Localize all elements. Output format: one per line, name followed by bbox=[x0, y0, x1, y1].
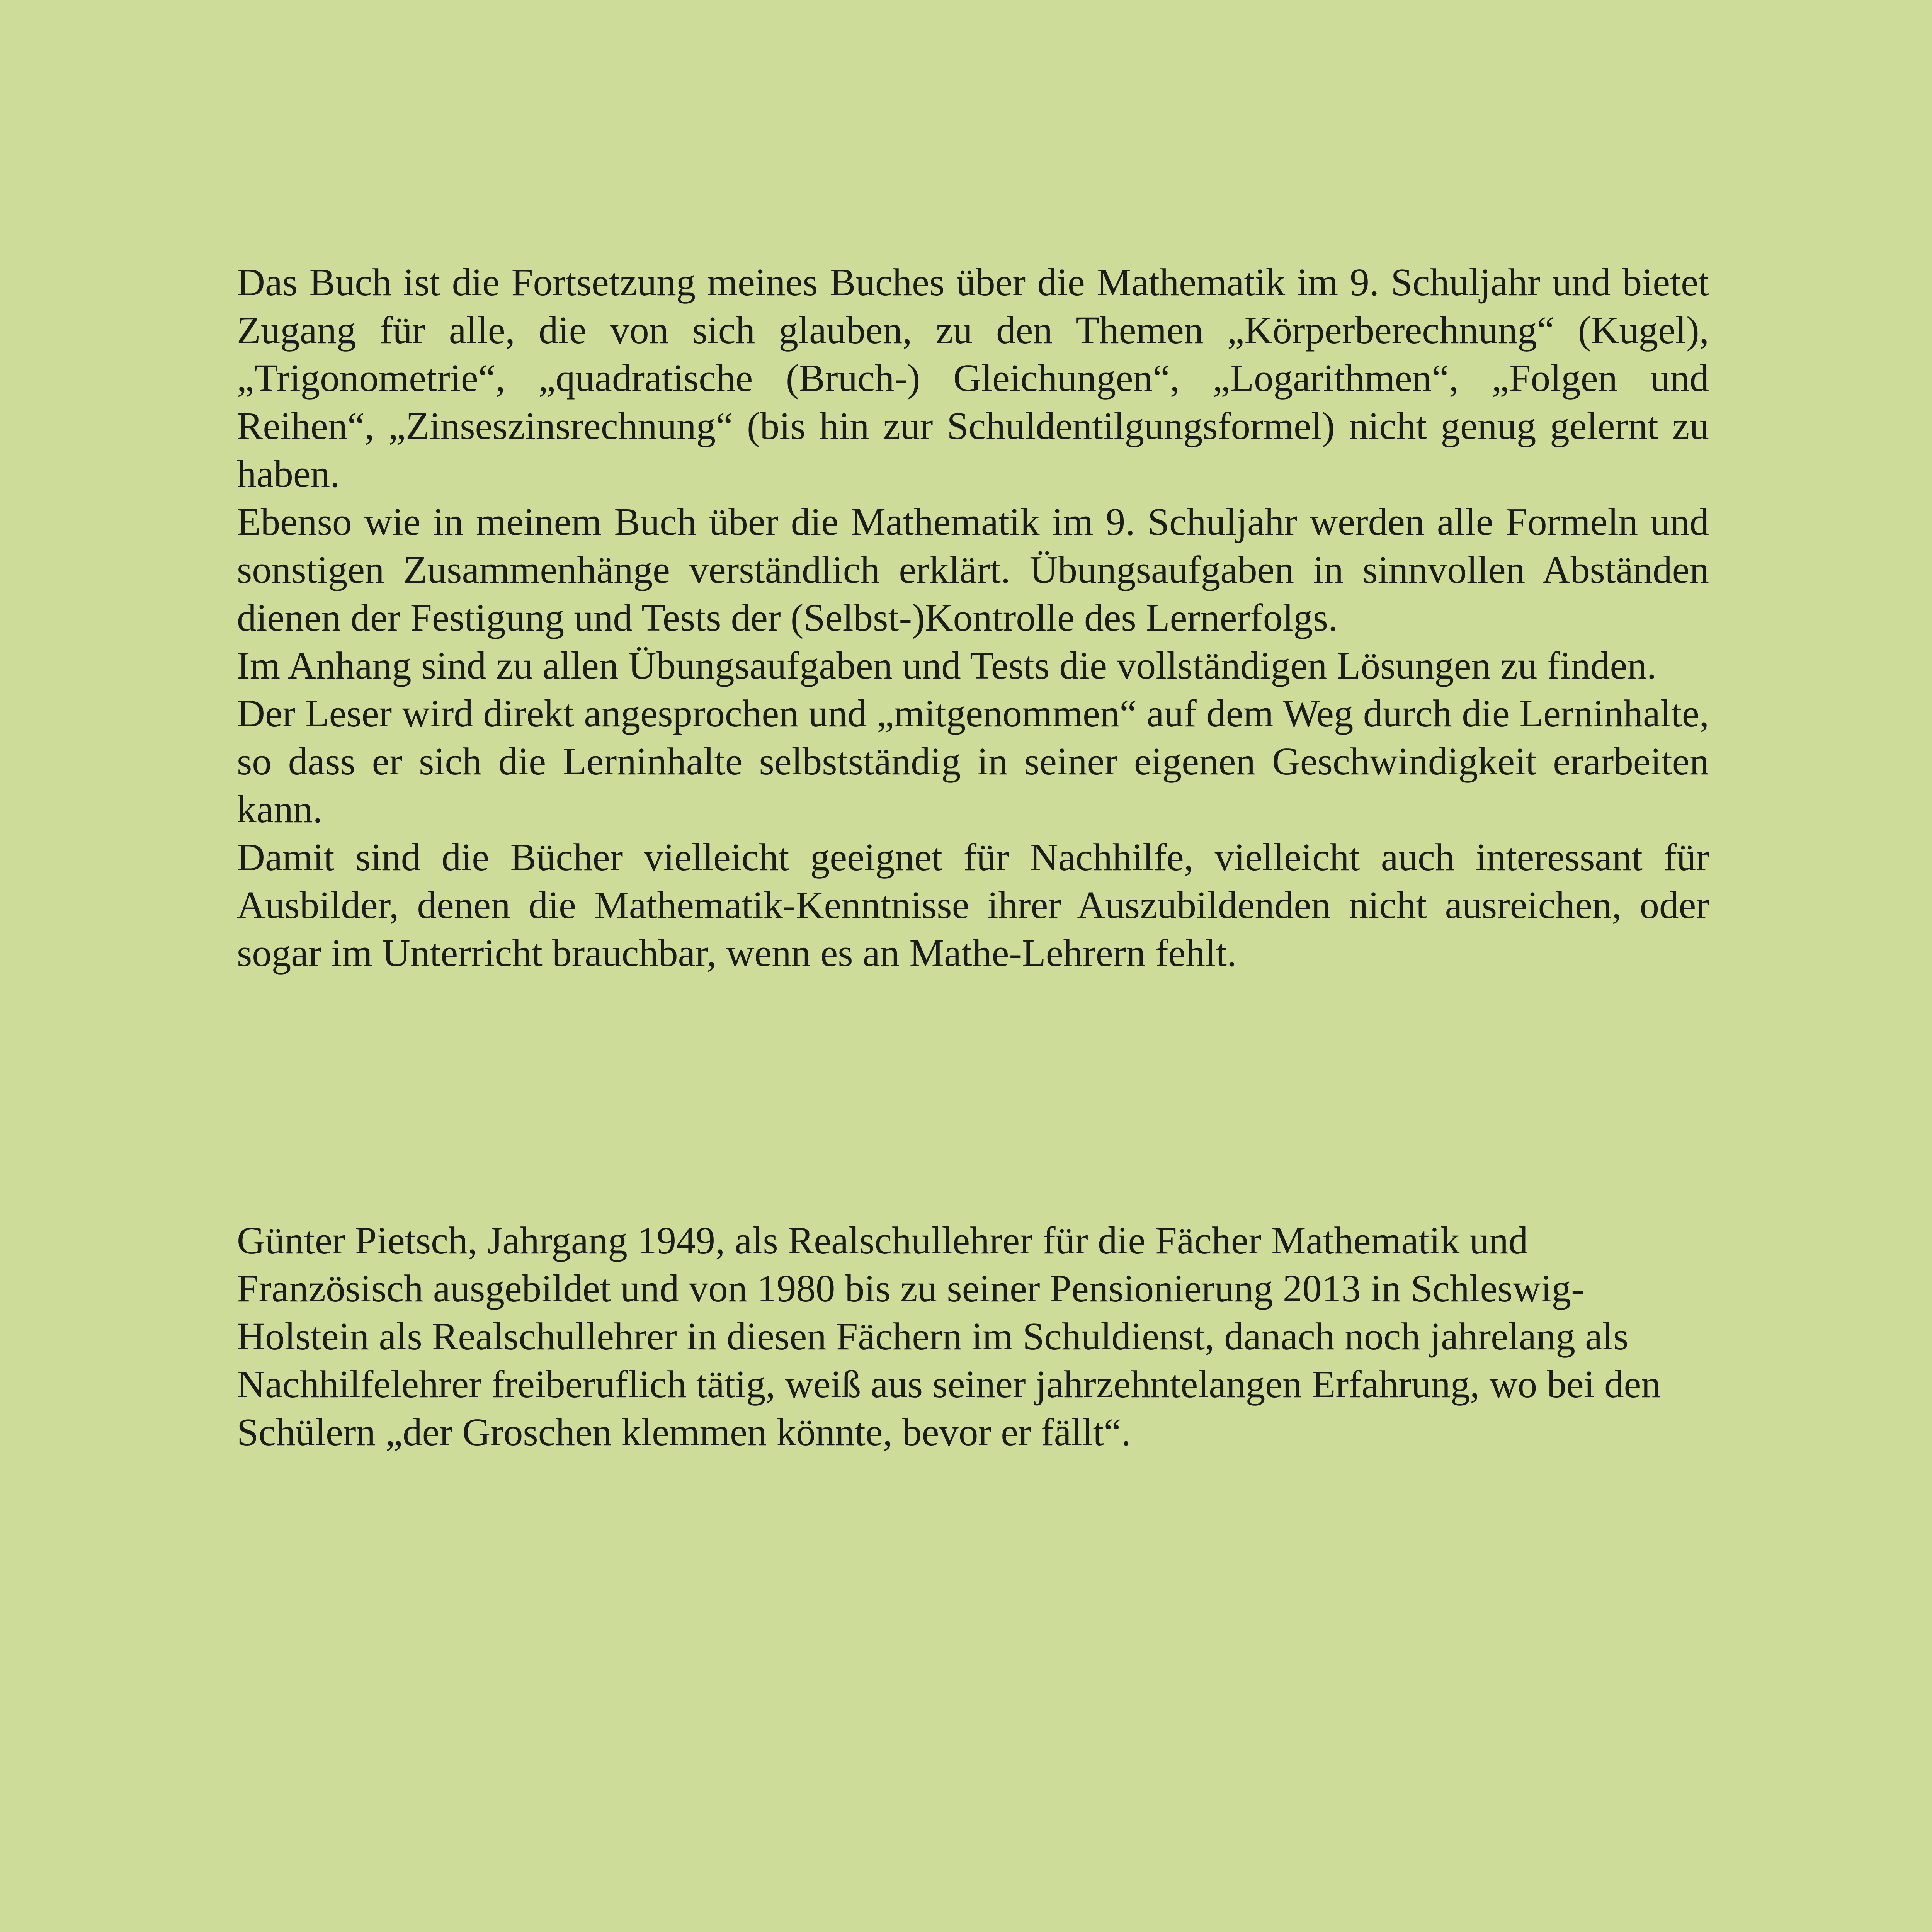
author-bio-text: Günter Pietsch, Jahrgang 1949, als Realschullehrer für die Fächer Mathematik und Französisch ausgebildet und von 1980 bis zu seiner Pensionierung 2013 in Schleswig-Holstein als Realschullehrer in diesen Fächern im Schuldienst, danach noch jahrelang als Nachhilfelehrer freiberuflich tätig, weiß aus seiner jahrzehntelangen Erfahrung, wo bei den Schülern „der Groschen klemmen könnte, bevor er fällt“. bbox=[237, 1219, 1661, 1454]
blurb-paragraph: Ebenso wie in meinem Buch über die Mathematik im 9. Schuljahr werden alle Formeln und sonstigen Zusammenhänge verständlich erklärt. Übungsaufgaben in sinnvollen Abständen dienen der Festigung und Tests der (Selbst-)Kontrolle des Lernerfolgs. bbox=[237, 500, 1709, 639]
blurb-paragraph: Das Buch ist die Fortsetzung meines Buches über die Mathematik im 9. Schuljahr und bietet Zugang für alle, die von sich glauben, zu den Themen „Körperberechnung“ (Kugel), „Trigonometrie“, „quadratische (Bruch-) Gleichungen“, „Logarithmen“, „Folgen und Reihen“, „Zinseszinsrechnung“ (bis hin zur Schuldentilgungsformel) nicht genug gelernt zu haben. bbox=[237, 260, 1709, 495]
blurb-paragraph: Damit sind die Bücher vielleicht geeignet für Nachhilfe, vielleicht auch interessant für Ausbilder, denen die Mathematik-Kenntnisse ihrer Auszubildenden nicht ausreichen, oder sogar im Unterricht brauchbar, wenn es an Mathe-Lehrern fehlt. bbox=[237, 835, 1709, 975]
blurb-paragraph: Im Anhang sind zu allen Übungsaufgaben und Tests die vollständigen Lösungen zu finden. bbox=[237, 644, 1657, 687]
book-blurb bbox=[237, 258, 1709, 977]
blurb-paragraph: Der Leser wird direkt angesprochen und „mitgenommen“ auf dem Weg durch die Lerninhalte, so dass er sich die Lerninhalte selbstständig in seiner eigenen Geschwindigkeit erarbeiten kann. bbox=[237, 692, 1709, 831]
author-bio bbox=[237, 1216, 1709, 1456]
